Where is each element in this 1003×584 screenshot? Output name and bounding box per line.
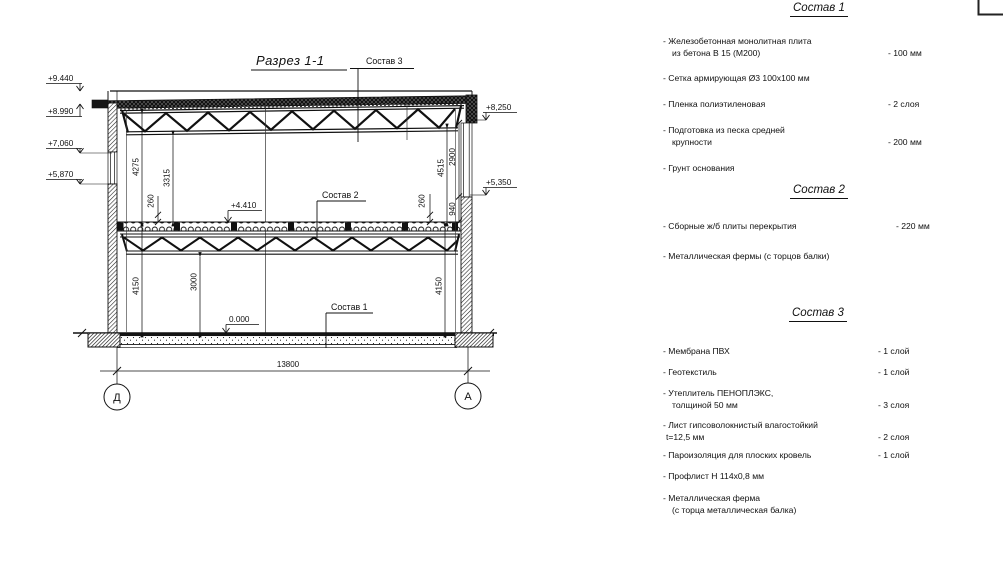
dim-4150l-text: 4150 xyxy=(131,277,141,295)
item-label: - Железобетонная монолитная плита xyxy=(663,36,812,46)
floor-truss xyxy=(120,234,460,254)
parapet-cap-right xyxy=(466,95,477,123)
composition-3-item-1 xyxy=(663,346,1003,358)
composition-2-title: Состав 2 xyxy=(790,185,848,199)
item-label: - Грунт основания xyxy=(663,163,735,173)
label-sostav2: Состав 2 xyxy=(322,190,359,200)
dim-260-left xyxy=(147,194,162,225)
axis-letter-left: Д xyxy=(113,392,121,404)
dim-3000 xyxy=(190,257,201,333)
dim-4515-text: 4515 xyxy=(436,159,446,177)
item-value: - 200 мм xyxy=(888,136,922,147)
composition-3-item-5 xyxy=(663,450,1003,462)
dim-4275-text: 4275 xyxy=(131,158,141,176)
item-label: - Сборные ж/б плиты перекрытия xyxy=(663,221,797,231)
roof-truss xyxy=(120,104,464,135)
item-label: - Лист гипсоволокнистый влагостойкий xyxy=(663,420,818,430)
item-label: - Утеплитель ПЕНОПЛЭКС, xyxy=(663,388,774,398)
composition-3-item-7 xyxy=(663,493,1003,516)
elevation-0000: 0.000 xyxy=(229,315,250,324)
elevation-8250: +8,250 xyxy=(486,103,512,112)
item-label-line2: из бетона В 15 (М200) xyxy=(672,47,761,58)
dim-940 xyxy=(448,197,462,225)
composition-3-item-2 xyxy=(663,367,1003,379)
dim-13800-text: 13800 xyxy=(276,360,300,369)
item-label-line2: (с торца металлическая балка) xyxy=(672,504,797,515)
item-label: - Пленка полиэтиленовая xyxy=(663,99,766,109)
dim-260r-text: 260 xyxy=(417,194,427,208)
dim-4150r-text: 4150 xyxy=(434,277,444,295)
item-value: - 3 слоя xyxy=(878,399,910,410)
window-right xyxy=(461,123,472,197)
floor-slab-band xyxy=(117,222,461,231)
elevation-5350: +5,350 xyxy=(486,178,512,187)
composition-3-item-4 xyxy=(663,420,1003,443)
label-sostav3: Состав 3 xyxy=(366,56,403,66)
item-value: - 1 слой xyxy=(878,346,910,356)
item-value: - 2 слоя xyxy=(888,99,920,109)
elevation-5870: +5,870 xyxy=(48,170,74,179)
item-label: - Геотекстиль xyxy=(663,367,717,377)
item-label: - Сетка армирующая Ø3 100х100 мм xyxy=(663,73,810,83)
dim-3315-text: 3315 xyxy=(162,169,172,187)
elevation-8990: +8.990 xyxy=(48,107,74,116)
dim-260l-text: 260 xyxy=(146,194,156,208)
composition-3-item-6 xyxy=(663,471,1003,483)
item-label: - Мембрана ПВХ xyxy=(663,346,730,356)
composition-1-item-2 xyxy=(663,73,1003,85)
item-label-line2: t=12,5 мм xyxy=(666,431,705,442)
composition-2-item-1 xyxy=(663,221,1003,233)
elevation-9440: +9.440 xyxy=(48,74,74,83)
label-sostav1: Состав 1 xyxy=(331,302,368,312)
drawing-title-text: Разрез 1-1 xyxy=(256,53,325,68)
window-left xyxy=(108,152,117,184)
wall-left xyxy=(108,103,127,333)
dim-940-text: 940 xyxy=(448,202,457,216)
footing-right xyxy=(455,333,493,347)
composition-2-item-2 xyxy=(663,251,1003,263)
composition-1-item-4 xyxy=(663,125,1003,148)
dim-4275 xyxy=(132,114,143,222)
level-mark-0000 xyxy=(223,315,260,333)
item-value: - 220 мм xyxy=(896,221,930,231)
footing-left xyxy=(88,333,120,347)
dim-260-right xyxy=(418,194,434,225)
elevation-marks-left xyxy=(46,74,112,184)
item-value: - 2 слоя xyxy=(878,431,910,442)
dim-3000-text: 3000 xyxy=(189,273,199,291)
item-label-line2: толщиной 50 мм xyxy=(672,399,738,410)
grid-axes xyxy=(104,347,481,410)
item-value: - 1 слой xyxy=(878,367,910,377)
composition-1-item-5 xyxy=(663,163,1003,175)
composition-1-title: Состав 1 xyxy=(790,3,848,17)
dim-3315 xyxy=(163,136,174,222)
dim-13800 xyxy=(100,360,490,375)
composition-3-title: Состав 3 xyxy=(789,308,847,322)
axis-letter-right: А xyxy=(464,391,472,403)
item-label: - Профлист Н 114х0,8 мм xyxy=(663,471,765,481)
item-label: - Пароизоляция для плоских кровель xyxy=(663,450,812,460)
elevation-7060: +7,060 xyxy=(48,139,74,148)
item-label: - Металлическая фермы (с торцов балки) xyxy=(663,251,830,261)
composition-1-item-1 xyxy=(663,36,1003,59)
parapet-flashing-left xyxy=(92,100,108,108)
item-value: - 100 мм xyxy=(888,47,922,58)
drawing-title xyxy=(251,53,347,70)
level-mark-4410 xyxy=(225,201,263,222)
item-label: - Подготовка из песка средней xyxy=(663,125,785,135)
composition-1-item-3 xyxy=(663,99,1003,111)
item-label: - Металлическая ферма xyxy=(663,493,761,503)
dim-2900-text: 2900 xyxy=(448,148,457,166)
composition-panel xyxy=(660,0,1003,584)
ground-slab xyxy=(73,329,497,348)
elevation-4410: +4.410 xyxy=(231,201,257,210)
dim-2900 xyxy=(448,120,462,200)
item-value: - 1 слой xyxy=(878,450,910,460)
composition-3-item-3 xyxy=(663,388,1003,411)
item-label-line2: крупности xyxy=(672,136,712,147)
dim-4515 xyxy=(437,129,448,222)
